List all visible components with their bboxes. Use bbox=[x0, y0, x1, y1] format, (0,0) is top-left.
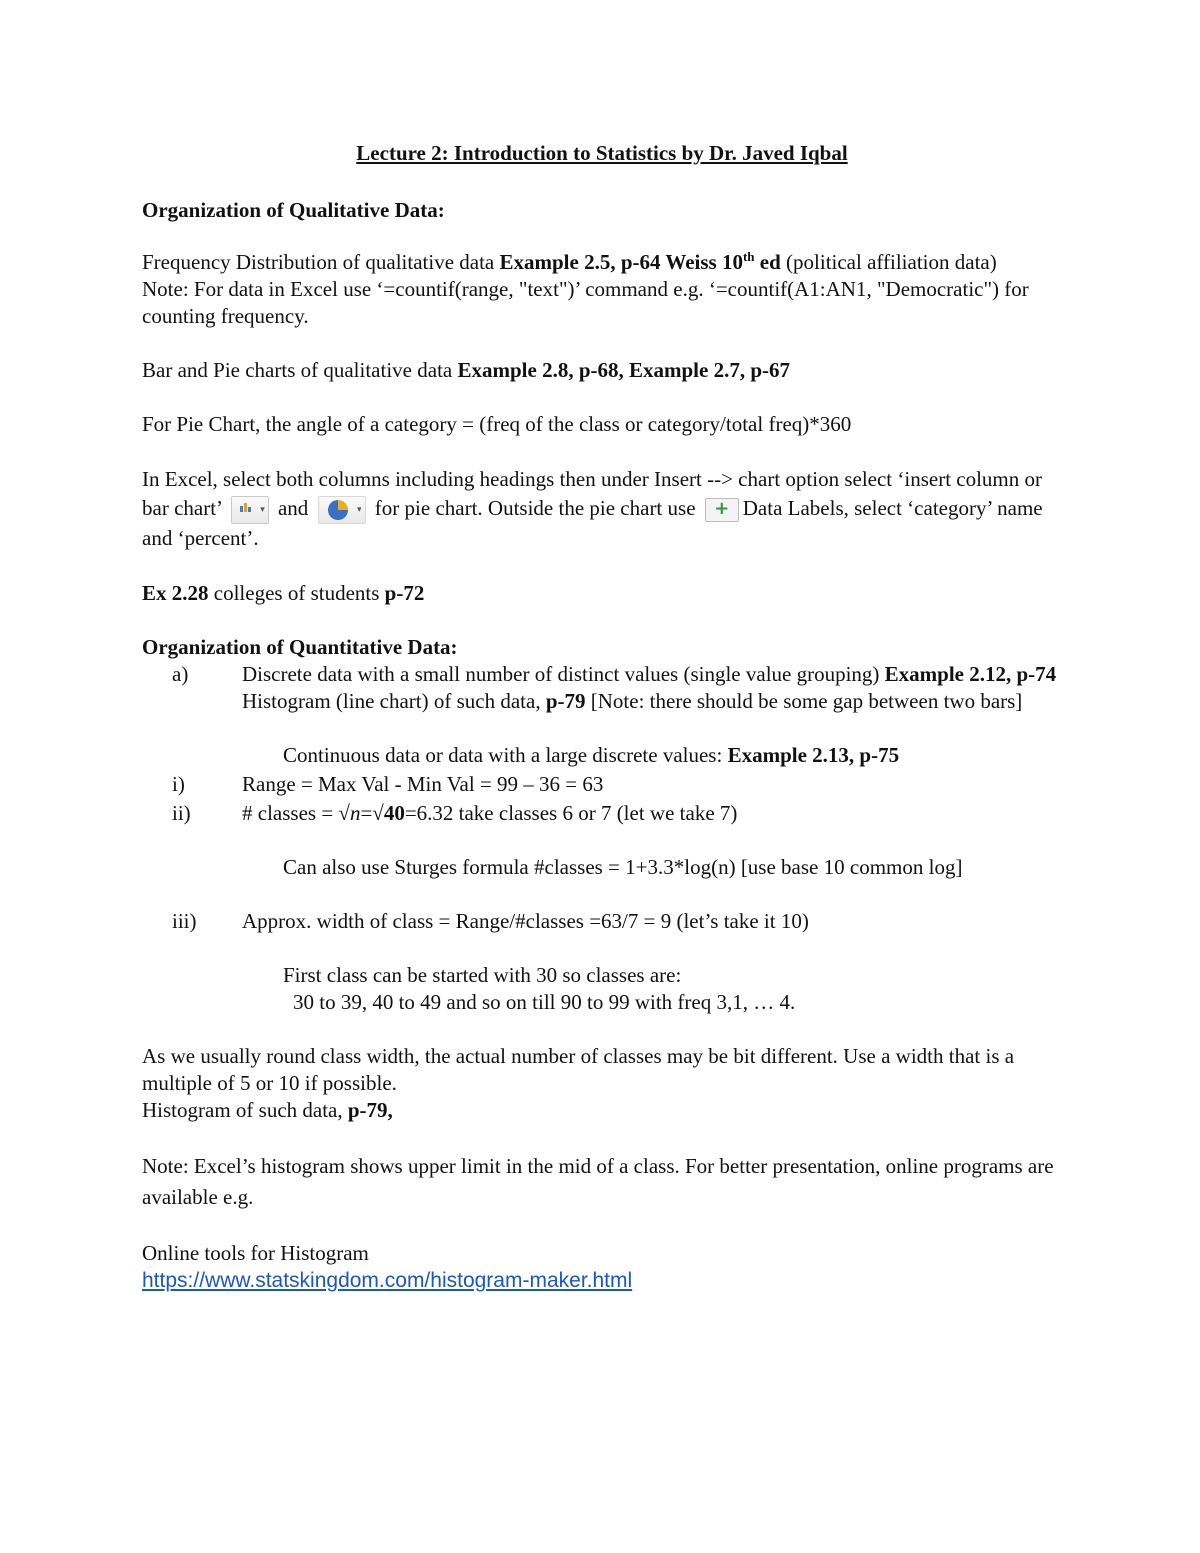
freq-sup: th bbox=[742, 249, 755, 264]
item-i-text: Range = Max Val - Min Val = 99 – 36 = 63 bbox=[242, 772, 604, 797]
item-i bbox=[142, 771, 1062, 798]
freq-text: Frequency Distribution of qualitative data bbox=[142, 250, 500, 274]
item-a-text: Discrete data with a small number of distinct values (single value grouping) bbox=[242, 662, 885, 687]
item-ii bbox=[142, 800, 1062, 827]
qualitative-heading: Organization of Qualitative Data: bbox=[142, 198, 445, 222]
classes-forty: 40 bbox=[383, 801, 405, 826]
continuous-data-line bbox=[283, 742, 1062, 769]
bar-pie-text: Bar and Pie charts of qualitative data bbox=[142, 358, 458, 382]
histogram-ref-text: Histogram of such data, bbox=[142, 1098, 348, 1123]
excel-text-1: In Excel, select both columns including headings then under Insert --> chart option select ‘insert column or bar chart’ bbox=[142, 467, 1043, 520]
item-a bbox=[142, 661, 1062, 715]
histogram-maker-link[interactable]: https://www.statskingdom.com/histogram-maker.html bbox=[142, 1269, 633, 1293]
item-iii-text: Approx. width of class = Range/#classes =63/7 = 9 (let’s take it 10) bbox=[242, 909, 809, 934]
histogram-ref-page: p-79, bbox=[347, 1098, 393, 1123]
round-width-paragraph: As we usually round class width, the actual number of classes may be bit different. Use a width that is a multiple of 5 or 10 if possible. bbox=[142, 1044, 1015, 1096]
sturges-formula: Can also use Sturges formula #classes = 1+3.3*log(n) [use base 10 common log] bbox=[283, 855, 963, 880]
item-a-example: Example 2.12, p-74 bbox=[884, 662, 1057, 687]
freq-ed: ed bbox=[754, 250, 781, 274]
freq-dist-paragraph bbox=[142, 249, 1062, 276]
pie-chart-icon: ▾ bbox=[318, 496, 366, 524]
online-tools-label: Online tools for Histogram bbox=[142, 1241, 369, 1266]
bar-pie-paragraph bbox=[142, 357, 1062, 384]
item-i-label: i) bbox=[172, 772, 185, 797]
classes-list-line: 30 to 39, 40 to 49 and so on till 90 to 99 with freq 3,1, … 4. bbox=[293, 990, 796, 1015]
freq-example: Example 2.5, p-64 Weiss 10 bbox=[499, 250, 743, 274]
classes-eq: =√ bbox=[360, 801, 384, 826]
bar-chart-icon: ▾ bbox=[231, 496, 269, 524]
pie-angle-paragraph: For Pie Chart, the angle of a category = (freq of the class or category/total freq)*360 bbox=[142, 412, 852, 436]
item-ii-text bbox=[242, 800, 1062, 827]
add-element-icon: + bbox=[705, 498, 739, 522]
item-iii-label: iii) bbox=[172, 909, 197, 934]
excel-text-4: Data Labels, select ‘category’ name and ‘percent’. bbox=[142, 496, 1043, 551]
item-a-note: [Note: there should be some gap between two bars] bbox=[585, 689, 1023, 714]
histogram-ref bbox=[142, 1097, 1062, 1124]
online-link-line bbox=[142, 1267, 1062, 1294]
document-page bbox=[142, 140, 1062, 1294]
excel-instructions bbox=[142, 465, 1062, 553]
classes-rest: =6.32 take classes 6 or 7 (let we take 7) bbox=[404, 801, 738, 826]
item-ii-label: ii) bbox=[172, 801, 191, 826]
bar-pie-examples: Example 2.8, p-68, Example 2.7, p-67 bbox=[457, 358, 790, 382]
first-class-line: First class can be started with 30 so classes are: bbox=[283, 963, 682, 988]
countif-note: Note: For data in Excel use ‘=countif(range, "text")’ command e.g. ‘=countif(A1:AN1, "Democratic") for counting frequency. bbox=[142, 277, 1029, 328]
item-a-page: p-79 bbox=[545, 689, 586, 714]
page-title: Lecture 2: Introduction to Statistics by Dr. Javed Iqbal bbox=[356, 141, 848, 165]
ex228-text: colleges of students bbox=[208, 581, 385, 606]
excel-text-2: and bbox=[277, 496, 309, 520]
item-iii bbox=[142, 908, 1062, 935]
ex228-paragraph bbox=[142, 580, 1062, 607]
quantitative-heading: Organization of Quantitative Data: bbox=[142, 635, 458, 660]
item-a-label: a) bbox=[172, 662, 189, 687]
continuous-example: Example 2.13, p-75 bbox=[727, 743, 900, 768]
freq-text-2: (political affiliation data) bbox=[780, 250, 997, 274]
item-a-body bbox=[242, 661, 1062, 715]
n-var: n bbox=[349, 801, 361, 826]
continuous-text: Continuous data or data with a large discrete values: bbox=[283, 743, 728, 768]
ex228-page: p-72 bbox=[384, 581, 425, 606]
item-a-histogram: Histogram (line chart) of such data, bbox=[242, 689, 546, 714]
excel-histogram-note: Note: Excel’s histogram shows upper limit in the mid of a class. For better presentation, online programs are available e.g. bbox=[142, 1154, 1054, 1210]
classes-text: # classes = √ bbox=[242, 801, 350, 826]
ex228-label: Ex 2.28 bbox=[142, 581, 209, 606]
excel-text-3: for pie chart. Outside the pie chart use bbox=[374, 496, 696, 520]
